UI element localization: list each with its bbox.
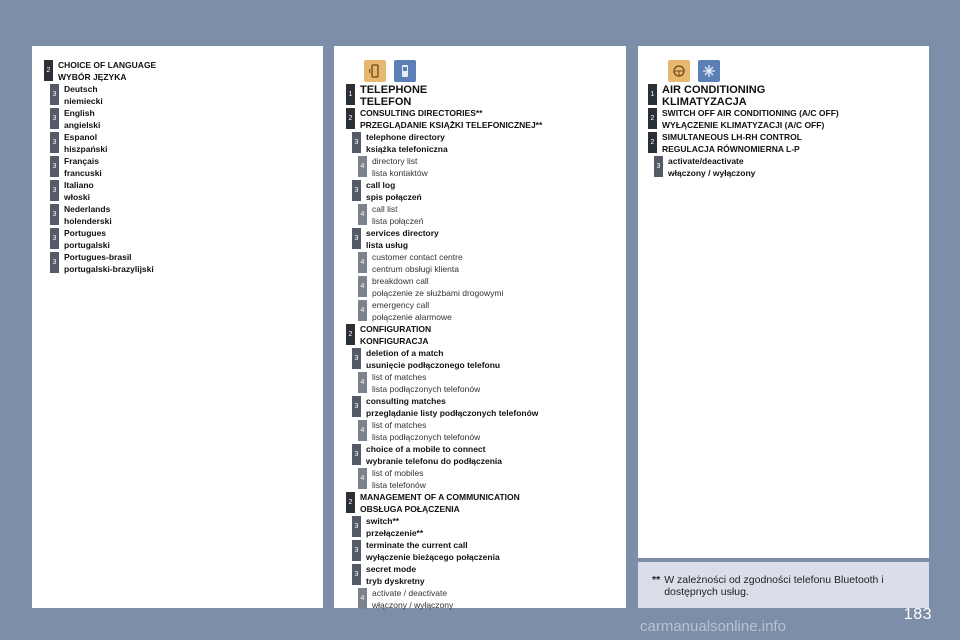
- footnote-stars: **: [652, 574, 661, 586]
- col1-menu-item: [44, 60, 156, 83]
- level-badge: 3: [50, 108, 59, 129]
- level-badge: 3: [352, 564, 361, 585]
- menu-item-label-en: Portugues-brasil: [64, 252, 132, 262]
- level-badge: 2: [346, 108, 355, 129]
- col2-menu-item: [358, 468, 426, 491]
- menu-item-label-en: CONSULTING DIRECTORIES**: [360, 108, 483, 118]
- menu-item-text: [360, 324, 431, 347]
- level-badge: 2: [346, 492, 355, 513]
- menu-item-label-pl: niemiecki: [64, 95, 103, 106]
- level-badge: 1: [346, 84, 355, 105]
- level-badge: 4: [358, 420, 367, 441]
- menu-item-text: [372, 588, 453, 611]
- menu-item-text: [58, 60, 156, 83]
- menu-item-label-pl: połączenie ze służbami drogowymi: [372, 287, 504, 298]
- col2-menu-item: [358, 156, 428, 179]
- level-badge: 3: [50, 252, 59, 273]
- page-number: 183: [903, 606, 932, 623]
- menu-item-text: [366, 132, 448, 155]
- menu-item-label-en: CHOICE OF LANGUAGE: [58, 60, 157, 70]
- menu-item-label-en: switch**: [366, 516, 400, 526]
- menu-item-text: [64, 180, 94, 203]
- col1-menu-item: [50, 132, 107, 155]
- level-badge: 4: [358, 156, 367, 177]
- menu-item-label-en: deletion of a match: [366, 348, 444, 358]
- menu-item-label-pl: OBSŁUGA POŁĄCZENIA: [360, 503, 460, 514]
- menu-item-text: [372, 276, 503, 299]
- menu-item-text: [366, 516, 423, 539]
- col2-menu-item: [346, 324, 431, 347]
- menu-item-label-en: terminate the current call: [366, 540, 468, 550]
- col3-menu-item: [648, 108, 839, 131]
- menu-item-label-pl: tryb dyskretny: [366, 575, 425, 586]
- menu-item-label-pl: włoski: [64, 191, 90, 202]
- menu-item-label-pl: REGULACJA RÓWNOMIERNA L-P: [662, 143, 800, 154]
- level-badge: 1: [648, 84, 657, 105]
- menu-item-text: [662, 108, 839, 131]
- menu-item-label-en: Portugues: [64, 228, 107, 238]
- menu-item-label-pl: portugalski: [64, 239, 110, 250]
- menu-item-label-en: consulting matches: [366, 396, 446, 406]
- menu-item-text: [372, 420, 480, 443]
- col2-menu-item: [358, 204, 424, 227]
- menu-item-label-en: Italiano: [64, 180, 94, 190]
- menu-item-label-en: call log: [366, 180, 396, 190]
- menu-item-label-pl: holenderski: [64, 215, 112, 226]
- col2-menu-item: [352, 348, 500, 371]
- menu-item-label-pl: wybranie telefonu do podłączenia: [366, 455, 503, 466]
- menu-item-label-pl: spis połączeń: [366, 191, 422, 202]
- menu-item-label-pl: PRZEGLĄDANIE KSIĄŻKI TELEFONICZNEJ**: [360, 119, 543, 130]
- menu-item-text: [372, 252, 463, 275]
- col2-menu-item: [352, 540, 500, 563]
- menu-item-label-pl: lista połączeń: [372, 215, 424, 226]
- menu-item-text: [366, 444, 502, 467]
- menu-item-text: [64, 84, 103, 107]
- col2-menu-item: [346, 492, 520, 515]
- level-badge: 4: [358, 252, 367, 273]
- menu-item-label-en: list of matches: [372, 372, 427, 382]
- level-badge: 4: [358, 588, 367, 609]
- level-badge: 2: [44, 60, 53, 81]
- telephone-icon: [364, 60, 386, 82]
- menu-item-label-en: CONFIGURATION: [360, 324, 432, 334]
- menu-item-label-pl: przeglądanie listy podłączonych telefonów: [366, 407, 539, 418]
- menu-item-text: [366, 564, 425, 587]
- menu-item-label-en: Deutsch: [64, 84, 98, 94]
- footnote-text: W zależności od zgodności telefonu Bluetooth i dostępnych usług.: [664, 574, 884, 598]
- climate-icons: [668, 60, 720, 82]
- level-badge: 3: [50, 228, 59, 249]
- menu-item-label-en: breakdown call: [372, 276, 429, 286]
- level-badge: 4: [358, 204, 367, 225]
- menu-item-label-en: choice of a mobile to connect: [366, 444, 486, 454]
- level-badge: 3: [352, 132, 361, 153]
- level-badge: 3: [352, 540, 361, 561]
- menu-item-label-pl: portugalski-brazylijski: [64, 263, 154, 274]
- menu-item-label-pl: lista podłączonych telefonów: [372, 383, 481, 394]
- menu-item-label-en: TELEPHONE: [360, 84, 428, 96]
- level-badge: 3: [50, 132, 59, 153]
- level-badge: 4: [358, 300, 367, 321]
- menu-item-label-pl: wyłączenie bieżącego połączenia: [366, 551, 500, 562]
- col2-menu-item: [352, 180, 422, 203]
- menu-item-label-en: SIMULTANEOUS LH-RH CONTROL: [662, 132, 802, 142]
- col1-menu-item: [50, 204, 112, 227]
- menu-item-text: [372, 372, 480, 395]
- menu-item-text: [64, 204, 112, 227]
- menu-item-label-en: list of matches: [372, 420, 427, 430]
- menu-item-label-en: list of mobiles: [372, 468, 424, 478]
- col2-menu-item: [352, 396, 538, 419]
- menu-item-label-pl: angielski: [64, 119, 101, 130]
- menu-item-text: [668, 156, 755, 179]
- menu-item-label-en: emergency call: [372, 300, 430, 310]
- col2-menu-item: [358, 420, 480, 443]
- menu-item-label-pl: centrum obsługi klienta: [372, 263, 459, 274]
- menu-item-text: [64, 252, 154, 275]
- menu-item-label-en: Espanol: [64, 132, 98, 142]
- level-badge: 3: [50, 156, 59, 177]
- col2-menu-item: [352, 132, 448, 155]
- level-badge: 3: [50, 180, 59, 201]
- level-badge: 3: [50, 204, 59, 225]
- menu-item-label-pl: lista kontaktów: [372, 167, 428, 178]
- level-badge: 3: [654, 156, 663, 177]
- menu-item-label-en: telephone directory: [366, 132, 445, 142]
- menu-item-label-en: MANAGEMENT OF A COMMUNICATION: [360, 492, 520, 502]
- menu-item-label-en: services directory: [366, 228, 439, 238]
- menu-item-label-pl: połączenie alarmowe: [372, 311, 452, 322]
- menu-item-label-pl: WYBÓR JĘZYKA: [58, 71, 127, 82]
- menu-item-text: [64, 228, 110, 251]
- menu-item-label-en: directory list: [372, 156, 418, 166]
- telephone-icons: [364, 60, 416, 82]
- menu-item-label-en: activate/deactivate: [668, 156, 744, 166]
- col1-menu-item: [50, 156, 102, 179]
- menu-item-label-en: Nederlands: [64, 204, 111, 214]
- menu-item-label-pl: usunięcie podłączonego telefonu: [366, 359, 501, 370]
- level-badge: 4: [358, 372, 367, 393]
- col2-menu-item: [346, 84, 427, 108]
- watermark: carmanualsonline.info: [640, 618, 786, 635]
- menu-item-text: [372, 468, 426, 491]
- menu-item-label-pl: TELEFON: [360, 96, 412, 108]
- menu-item-label-pl: hiszpański: [64, 143, 108, 154]
- mobile-phone-icon: [394, 60, 416, 82]
- col2-menu-item: [352, 516, 423, 539]
- menu-item-text: [662, 84, 765, 108]
- col1-menu-item: [50, 180, 94, 203]
- menu-item-label-en: English: [64, 108, 95, 118]
- menu-item-label-pl: przełączenie**: [366, 527, 424, 538]
- level-badge: 2: [346, 324, 355, 345]
- col1-menu-item: [50, 84, 103, 107]
- col2-menu-item: [352, 444, 502, 467]
- col2-menu-item: [352, 564, 425, 587]
- menu-item-text: [366, 180, 422, 203]
- menu-item-text: [64, 156, 102, 179]
- col2-menu-item: [358, 300, 452, 323]
- menu-item-label-pl: lista usług: [366, 239, 409, 250]
- menu-item-label-pl: WYŁĄCZENIE KLIMATYZACJI (A/C OFF): [662, 119, 825, 130]
- menu-item-label-en: call list: [372, 204, 398, 214]
- menu-item-label-pl: lista telefonów: [372, 479, 426, 490]
- menu-item-label-pl: KONFIGURACJA: [360, 335, 429, 346]
- menu-item-text: [366, 540, 500, 563]
- menu-item-text: [662, 132, 802, 155]
- level-badge: 3: [352, 228, 361, 249]
- col2-menu-item: [358, 252, 463, 275]
- menu-item-label-en: SWITCH OFF AIR CONDITIONING (A/C OFF): [662, 108, 839, 118]
- menu-item-label-pl: włączony / wyłączony: [668, 167, 756, 178]
- menu-item-text: [366, 228, 439, 251]
- level-badge: 4: [358, 276, 367, 297]
- level-badge: 3: [352, 444, 361, 465]
- col1-menu-item: [50, 228, 110, 251]
- menu-item-label-pl: KLIMATYZACJA: [662, 96, 747, 108]
- menu-item-label-en: AIR CONDITIONING: [662, 84, 766, 96]
- level-badge: 3: [352, 180, 361, 201]
- col2-menu-item: [358, 372, 480, 395]
- level-badge: 3: [352, 516, 361, 537]
- air-conditioning-icon: [698, 60, 720, 82]
- menu-item-text: [366, 348, 500, 371]
- level-badge: 2: [648, 108, 657, 129]
- col2-menu-item: [352, 228, 439, 251]
- footnote: [638, 562, 929, 608]
- col3-menu-item: [648, 84, 765, 108]
- menu-item-text: [360, 108, 542, 131]
- level-badge: 3: [352, 348, 361, 369]
- menu-item-text: [372, 204, 424, 227]
- menu-item-text: [360, 492, 520, 515]
- menu-item-label-en: Français: [64, 156, 99, 166]
- level-badge: 4: [358, 468, 367, 489]
- menu-item-label-pl: włączony / wyłączony: [372, 599, 454, 610]
- steering-climate-icon: [668, 60, 690, 82]
- level-badge: 2: [648, 132, 657, 153]
- menu-item-text: [366, 396, 538, 419]
- col3-menu-item: [648, 132, 802, 155]
- menu-item-text: [372, 300, 452, 323]
- menu-item-label-en: secret mode: [366, 564, 417, 574]
- level-badge: 3: [352, 396, 361, 417]
- menu-item-text: [64, 132, 107, 155]
- menu-item-text: [360, 84, 427, 108]
- level-badge: 3: [50, 84, 59, 105]
- menu-item-label-pl: francuski: [64, 167, 102, 178]
- col2-menu-item: [346, 108, 542, 131]
- menu-item-text: [372, 156, 428, 179]
- col2-menu-item: [358, 588, 453, 611]
- col2-menu-item: [358, 276, 503, 299]
- menu-item-label-pl: lista podłączonych telefonów: [372, 431, 481, 442]
- menu-item-text: [64, 108, 100, 131]
- menu-item-label-en: activate / deactivate: [372, 588, 448, 598]
- menu-item-label-pl: książka telefoniczna: [366, 143, 448, 154]
- menu-item-label-en: customer contact centre: [372, 252, 463, 262]
- col3-menu-item: [654, 156, 755, 179]
- col1-menu-item: [50, 108, 100, 131]
- col1-menu-item: [50, 252, 154, 275]
